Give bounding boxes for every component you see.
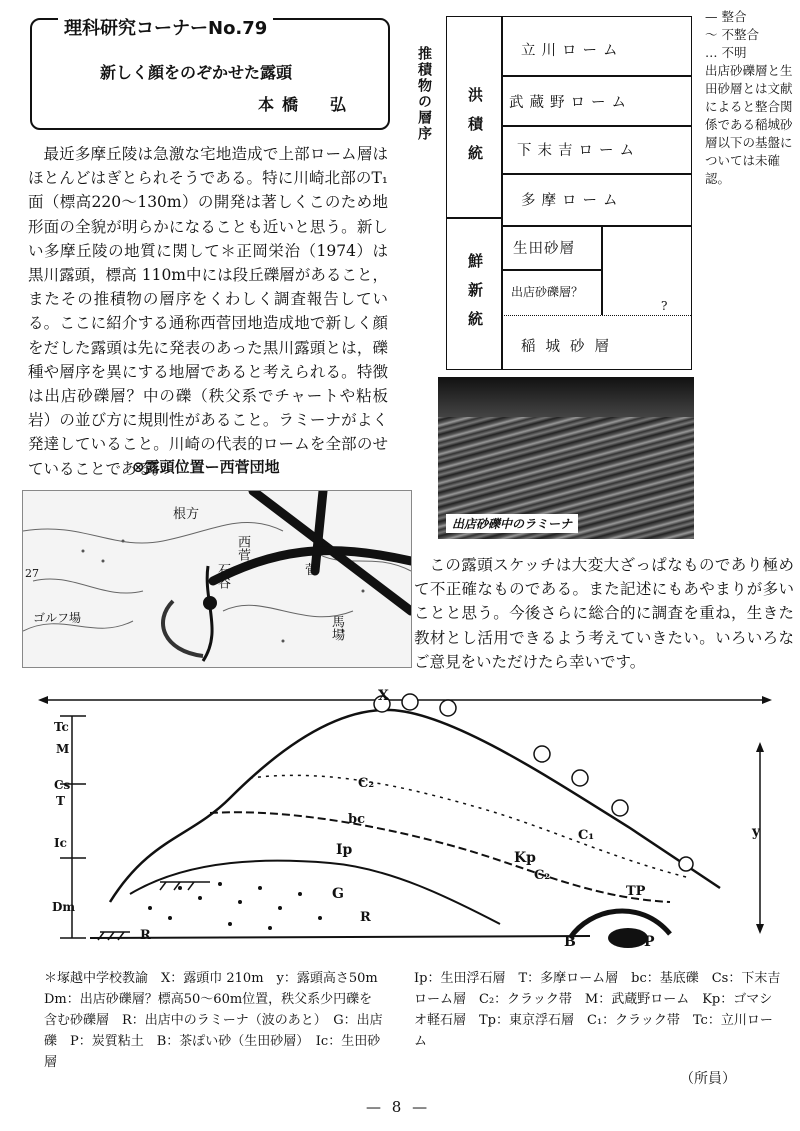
map-label-nishisuge: 西菅 xyxy=(235,535,250,561)
layer-ikuta: 生田砂層 xyxy=(513,241,575,257)
sketch-label-cs: Cs xyxy=(54,778,71,792)
layer-musashino: 武蔵野ローム xyxy=(509,95,632,111)
sketch-label-t: T xyxy=(56,794,65,808)
legend-note: 出店砂礫層と生田砂層とは文献によると整合関係である稲城砂層以下の基盤については未確認。 xyxy=(705,63,793,186)
map-label-nekata: 根方 xyxy=(173,507,200,522)
layer-demise: 出店砂礫層？ xyxy=(511,285,584,299)
location-map xyxy=(22,490,412,668)
sketch-label-r2: R xyxy=(360,910,371,925)
legend-unconformable: 〜 不整合 xyxy=(705,27,759,42)
map-label-golf: ゴルフ場 xyxy=(33,611,82,625)
sketch-notes-left: ＊塚越中学校教諭 X：露頭巾 210m y：露頭高さ50m Dm：出店砂礫層？標高50〜60m位置，秩父系少円礫を含む砂礫層 R：出店中のラミーナ（波のあと） G：出店礫 P：炭質粘土 B：茶ぽい砂（生田砂層） Ic：生田砂層 xyxy=(44,971,391,1070)
corner-title: 理科研究コーナーNo.79 xyxy=(58,14,273,40)
map-label-baba: 馬場 xyxy=(329,615,344,641)
sketch-label-b: B xyxy=(564,934,576,950)
outcrop-location-marker xyxy=(203,596,217,610)
sketch-label-r: R xyxy=(140,928,151,943)
sketch-label-tc: Tc xyxy=(54,720,69,734)
legend-unknown: … 不明 xyxy=(705,45,747,60)
map-label-suge: 菅 xyxy=(305,563,319,578)
sketch-label-c1: C₁ xyxy=(578,828,595,843)
article-body xyxy=(28,142,388,481)
layer-shimosueyoshi: 下末吉ローム xyxy=(517,143,640,159)
legend-conformable: — 整合 xyxy=(705,9,747,24)
sketch-label-ic: Ic xyxy=(54,836,67,850)
outcrop-photo xyxy=(438,377,694,539)
sketch-label-c2: C₂ xyxy=(358,776,375,791)
unknown-mark: ? xyxy=(661,299,674,313)
sketch-label-p: P xyxy=(644,934,655,950)
strata-heading: 推積物の層序 xyxy=(416,46,432,142)
group-pliocene: 鮮新統 xyxy=(466,253,484,340)
sketch-label-ca: C₂ xyxy=(534,868,551,883)
sketch-label-kp: Kp xyxy=(514,850,536,866)
sketch-label-x: X xyxy=(378,688,389,704)
map-label-27: 27 xyxy=(25,567,39,580)
layer-tama: 多摩ローム xyxy=(521,193,624,209)
sketch-label-m: M xyxy=(56,742,70,756)
author-name: 本橋 弘 xyxy=(258,95,355,114)
map-label-ishiya: 石谷 xyxy=(215,563,230,589)
layer-inagi: 稲城砂層 xyxy=(521,339,619,355)
group-pleistocene: 洪積統 xyxy=(466,87,484,174)
article-body-2 xyxy=(414,553,794,674)
page-number: — 8 — xyxy=(366,1098,431,1116)
sketch-notes-right: Ip：生田浮石層 T：多摩ローム層 bc：基底礫 Cs：下末吉ローム層 C₂：クラック帯 M：武蔵野ローム Kp：ゴマシオ軽石層 Tp：東京浮石層 C₁：クラック帯 Tc：立川ローム xyxy=(414,971,781,1049)
strata-table xyxy=(446,16,692,370)
photo-caption: 出店砂礫中のラミーナ xyxy=(446,514,578,533)
article-title: 新しく顔をのぞかせた露頭 xyxy=(100,63,293,82)
sketch-label-ip: Ip xyxy=(336,842,353,858)
body-paragraph: 最近多摩丘陵は急激な宅地造成で上部ローム層はほとんどはぎとられそうである。特に川崎北部のT₁面（標高220〜130m）の開発は著しくこのため地形面の全貌が明らかになることも近いと思う。新しい多摩丘陵の地質に関して＊正岡栄治（1974）は黒川露頭，標高 110m中には段丘礫層があること，またその推積物の層序をくわしく調査報告している。ここに紹介する通称西菅団地造成地で新しく顔をだした露頭は先に発表のあった黒川露頭とは，礫種や層序を異にする地層であると考えられる。特徴は出店砂礫層？中の礫（秩父系でチャートや粘板岩）の並び方に規則性があること。ラミーナがよく発達していること。川崎の代表的ロームを全部のせていることである。 xyxy=(28,145,388,478)
strata-legend xyxy=(705,8,797,188)
affiliation: （所員） xyxy=(680,1071,736,1087)
body2-paragraph: この露頭スケッチは大変大ざっぱなものであり極めて不正確なものである。また記述にもあやまりが多いことと思う。今後さらに総合的に調査を重ね，生きた教材とし活用できるよう考えていきたい。いろいろなご意見をいただけたら幸いです。 xyxy=(414,556,794,671)
sketch-label-bc: bc xyxy=(348,812,366,827)
sketch-label-y: y xyxy=(752,824,761,840)
location-caption: ⊗露頭位置ー西菅団地 xyxy=(132,458,280,476)
sketch-label-tp: TP xyxy=(626,884,646,899)
outcrop-sketch xyxy=(30,688,780,960)
sketch-label-g: G xyxy=(332,886,344,902)
sketch-label-dm: Dm xyxy=(52,900,76,914)
layer-tachikawa: 立川ローム xyxy=(521,43,624,59)
